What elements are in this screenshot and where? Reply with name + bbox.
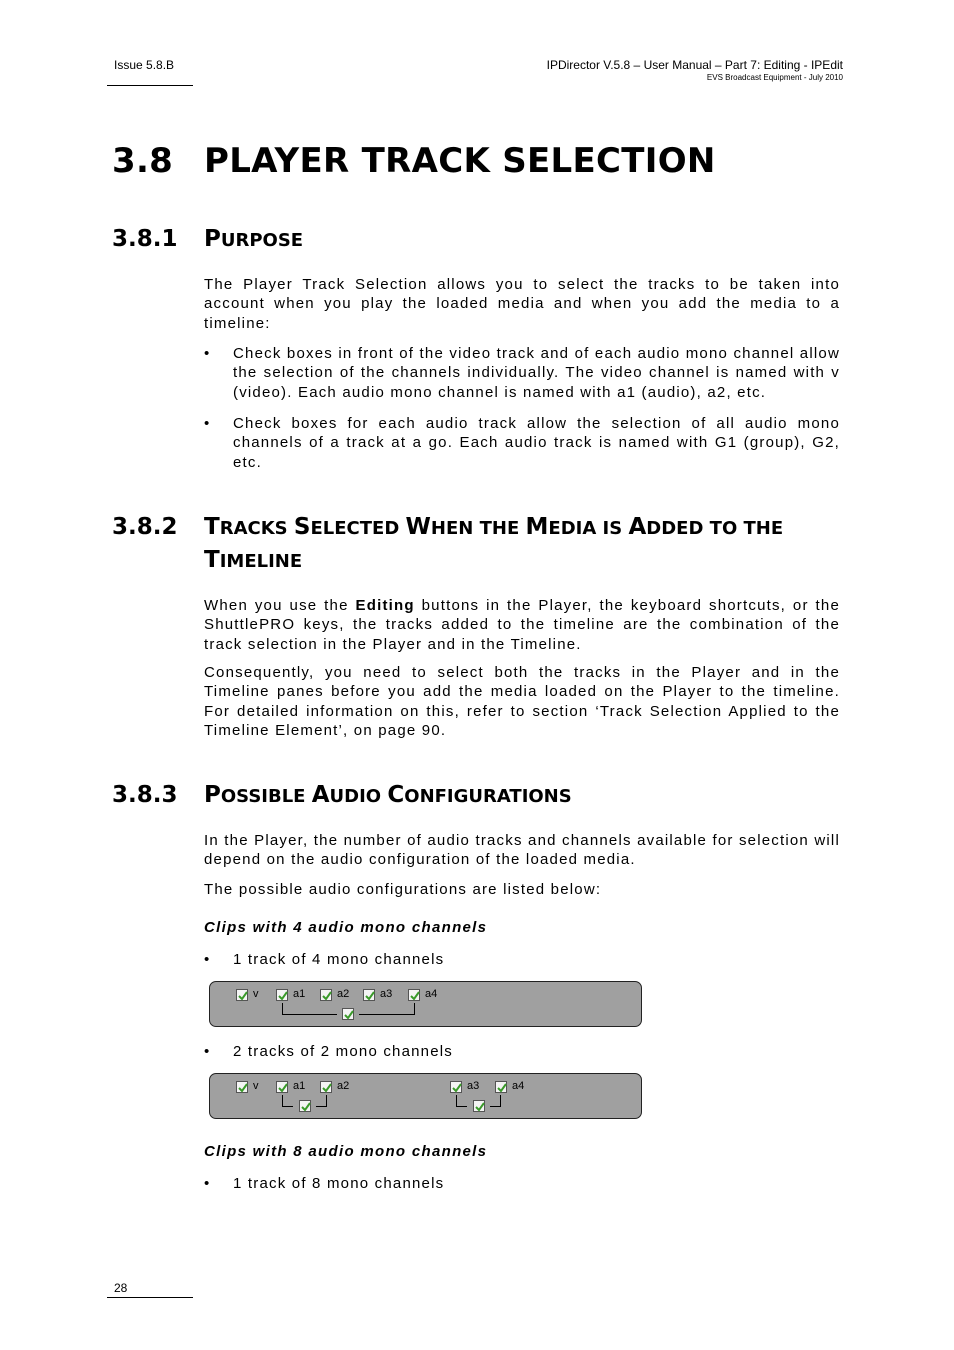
check-icon <box>277 990 289 1002</box>
heading-smallcaps: HEN THE <box>430 518 526 539</box>
heading-purpose <box>112 223 303 257</box>
bullet-1-track-4 <box>204 950 840 969</box>
group-bracket-left <box>282 1003 337 1015</box>
checkbox-a4[interactable] <box>408 989 420 1001</box>
group2-bracket-left <box>456 1095 467 1107</box>
heading-smallcaps: UDIO <box>329 786 388 807</box>
heading-smallcaps: ONFIGURATIONS <box>404 786 572 807</box>
checkbox-group-g2[interactable] <box>473 1100 485 1112</box>
checkbox-v[interactable] <box>236 989 248 1001</box>
heading-smallcaps: URPOSE <box>220 230 304 251</box>
checkbox-a1[interactable] <box>276 1081 288 1093</box>
checkbox-a1[interactable] <box>276 989 288 1001</box>
bullet-2-tracks-2 <box>204 1042 840 1061</box>
bullet-text: 1 track of 4 mono channels <box>233 951 445 968</box>
heading-cap: A <box>311 782 330 808</box>
check-icon <box>237 1082 249 1094</box>
para-text: buttons in the Player, the keyboard shortcuts, or the ShuttlePRO keys, the tracks added to the timeline are the combination of the track selection in the Player and in the Timeline. <box>204 597 840 653</box>
label-a4: a4 <box>512 1080 525 1092</box>
heading-smallcaps: ELECTED <box>310 518 406 539</box>
heading-smallcaps: EDIA IS <box>548 518 629 539</box>
heading-cap: S <box>293 514 311 540</box>
check-icon <box>300 1101 312 1113</box>
label-a2: a2 <box>337 988 350 1000</box>
check-icon <box>343 1009 355 1021</box>
heading-cap: T <box>204 547 220 573</box>
editing-bold: Editing <box>355 597 415 614</box>
heading-cap: A <box>628 514 647 540</box>
para-text: When you use the <box>204 597 356 614</box>
heading-number: 3.8.2 <box>112 514 178 540</box>
audio-paragraph-1: In the Player, the number of audio tracks and channels available for selection will depend on the audio configuration of the loaded media. <box>204 832 840 869</box>
heading-number: 3.8.3 <box>112 782 178 808</box>
track-panel-1-track-4 <box>209 981 642 1027</box>
label-v: v <box>253 988 259 1000</box>
bullet-dot: • <box>204 951 211 968</box>
tracks-paragraph-1 <box>204 596 840 654</box>
checkbox-a2[interactable] <box>320 989 332 1001</box>
check-icon <box>496 1082 508 1094</box>
heading-tracks-selected <box>112 511 783 545</box>
check-icon <box>451 1082 463 1094</box>
heading-smallcaps: OSSIBLE <box>220 786 312 807</box>
checkbox-group-g1[interactable] <box>342 1008 354 1020</box>
heading-cap: C <box>387 782 405 808</box>
bullet-dot: • <box>204 345 211 362</box>
label-a2: a2 <box>337 1080 350 1092</box>
checkbox-a4[interactable] <box>495 1081 507 1093</box>
bullet-text: Check boxes for each audio track allow the selection of all audio mono channels of a track at a go. Each audio track is named with G1 (group), G2, etc. <box>233 415 840 471</box>
check-icon <box>409 990 421 1002</box>
heading-tracks-selected-line2 <box>204 544 302 578</box>
label-a3: a3 <box>467 1080 480 1092</box>
checkbox-a3[interactable] <box>450 1081 462 1093</box>
check-icon <box>474 1101 486 1113</box>
bullet-1-track-8 <box>204 1174 840 1193</box>
purpose-bullet-1 <box>204 344 840 402</box>
heading-audio-configs <box>112 779 572 813</box>
audio-paragraph-2: The possible audio configurations are listed below: <box>204 881 602 898</box>
group1-bracket-left <box>282 1095 293 1107</box>
heading-cap: P <box>204 782 221 808</box>
heading-smallcaps: IMELINE <box>219 551 303 572</box>
header-title: IPDirector V.5.8 – User Manual – Part 7: Editing - IPEdit <box>546 58 843 72</box>
checkbox-v[interactable] <box>236 1081 248 1093</box>
label-v: v <box>253 1080 259 1092</box>
bullet-dot: • <box>204 1043 211 1060</box>
header-subtitle: EVS Broadcast Equipment - July 2010 <box>706 73 843 82</box>
checkbox-a2[interactable] <box>320 1081 332 1093</box>
group-bracket-right <box>359 1003 415 1015</box>
heading-cap: W <box>405 514 431 540</box>
label-a4: a4 <box>425 988 438 1000</box>
heading-smallcaps: DDED TO THE <box>646 518 784 539</box>
bullet-text: 1 track of 8 mono channels <box>233 1175 445 1192</box>
section-title-text: PLAYER TRACK SELECTION <box>204 141 716 181</box>
header-rule <box>107 85 193 86</box>
check-icon <box>364 990 376 1002</box>
heading-smallcaps: RACKS <box>219 518 294 539</box>
subhead-8-channels: Clips with 8 audio mono channels <box>204 1143 488 1160</box>
bullet-dot: • <box>204 1175 211 1192</box>
label-a1: a1 <box>293 1080 306 1092</box>
bullet-dot: • <box>204 415 211 432</box>
check-icon <box>321 1082 333 1094</box>
bullet-text: Check boxes in front of the video track and of each audio mono channel allow the selection of the channels individually. The video channel is named with v (video). Each audio mono channel is named with a1 (audio), a2, etc. <box>233 345 840 401</box>
subhead-4-channels: Clips with 4 audio mono channels <box>204 919 488 936</box>
group2-bracket-right <box>490 1095 501 1107</box>
heading-cap: T <box>204 514 220 540</box>
section-number: 3.8 <box>112 141 174 181</box>
purpose-intro: The Player Track Selection allows you to select the tracks to be taken into account when you play the loaded media and when you add the media to a timeline: <box>204 276 840 332</box>
bullet-text: 2 tracks of 2 mono channels <box>233 1043 454 1060</box>
purpose-bullet-2 <box>204 414 840 472</box>
label-a1: a1 <box>293 988 306 1000</box>
page-number: 28 <box>114 1281 128 1295</box>
section-title <box>112 141 716 181</box>
check-icon <box>321 990 333 1002</box>
checkbox-a3[interactable] <box>363 989 375 1001</box>
track-panel-2-tracks-2 <box>209 1073 642 1119</box>
label-a3: a3 <box>380 988 393 1000</box>
heading-number: 3.8.1 <box>112 226 178 252</box>
heading-cap: M <box>525 514 549 540</box>
check-icon <box>277 1082 289 1094</box>
footer-rule <box>107 1297 193 1298</box>
group1-bracket-right <box>316 1095 327 1107</box>
tracks-paragraph-2: Consequently, you need to select both the tracks in the Player and in the Timeline panes before you add the media loaded on the Player to the timeline. For detailed information on this, refer to section ‘Track Selection Applied to the Timeline Element’, on page 90. <box>204 664 840 739</box>
check-icon <box>237 990 249 1002</box>
checkbox-group-g1[interactable] <box>299 1100 311 1112</box>
header-issue: Issue 5.8.B <box>114 58 175 72</box>
heading-cap: P <box>204 226 221 252</box>
